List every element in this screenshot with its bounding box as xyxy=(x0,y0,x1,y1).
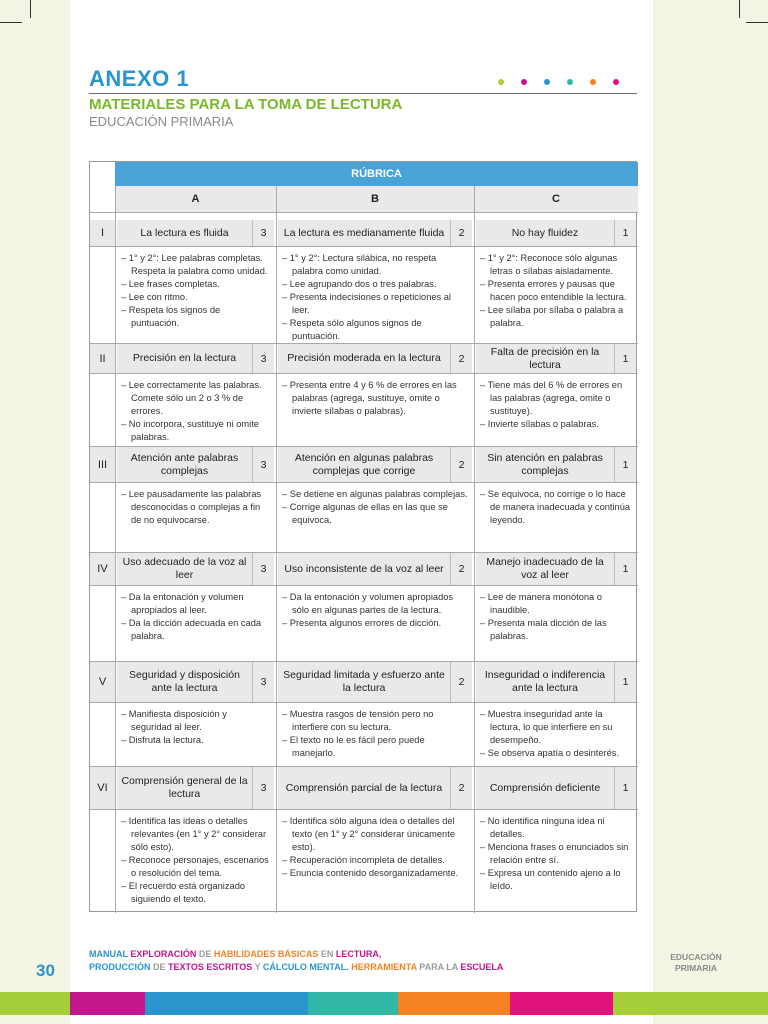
criterion-score: 2 xyxy=(450,767,472,809)
column-header-c: C xyxy=(474,186,638,212)
descriptor-list xyxy=(276,585,474,662)
criterion-score: 3 xyxy=(252,553,274,585)
decorative-dot xyxy=(498,79,504,85)
left-margin-band xyxy=(0,0,70,1024)
footer-text-segment: MANUAL xyxy=(89,949,131,959)
descriptor-item: – Se equivoca, no corrige o lo hace de manera inadecuada y continúa leyendo. xyxy=(480,489,631,525)
row-separator xyxy=(90,246,638,247)
descriptor-list xyxy=(115,585,276,662)
footer-text-segment: DE xyxy=(153,962,169,972)
descriptor-item: – Menciona frases o enunciados sin relación entre sí. xyxy=(480,842,629,865)
descriptor-list xyxy=(474,585,638,662)
criterion-cell xyxy=(278,662,472,702)
criterion-label: Seguridad y disposición ante la lectura xyxy=(129,669,240,694)
criterion-score: 3 xyxy=(252,344,274,373)
criterion-score: 1 xyxy=(614,553,636,585)
footer-text-segment: PRODUCCIÓN xyxy=(89,962,154,972)
criterion-cell xyxy=(278,767,472,809)
descriptor-list xyxy=(276,246,474,344)
right-margin-band xyxy=(653,0,768,1024)
footer-series-title xyxy=(89,948,503,974)
stripe-segment xyxy=(510,992,613,1015)
row-separator xyxy=(90,343,638,344)
footer-text-segment: HERRAMIENTA xyxy=(351,962,420,972)
descriptor-list xyxy=(474,702,638,767)
criterion-cell xyxy=(117,344,274,373)
criterion-score: 1 xyxy=(614,447,636,482)
row-number: III xyxy=(90,447,115,482)
descriptor-item: – Da la entonación y volumen apropiados sólo en algunas partes de la lectura. xyxy=(282,592,454,615)
stripe-segment xyxy=(613,992,768,1015)
row-separator xyxy=(90,702,638,703)
crop-mark xyxy=(0,22,22,23)
criterion-label: Precisión en la lectura xyxy=(132,352,237,365)
row-separator xyxy=(90,482,638,483)
decorative-dot xyxy=(590,79,596,85)
descriptor-item: – Presenta indecisiones o repeticiones al leer. xyxy=(282,292,451,315)
criterion-label: Comprensión general de la lectura xyxy=(121,775,248,800)
descriptor-list xyxy=(276,373,474,447)
crop-mark xyxy=(746,22,768,23)
row-separator xyxy=(90,766,638,767)
column-header-a: A xyxy=(115,186,276,212)
footer-text-segment: EXPLORACIÓN xyxy=(130,949,199,959)
descriptor-list xyxy=(474,246,638,344)
criterion-score: 1 xyxy=(614,662,636,702)
row-separator xyxy=(90,446,638,447)
criterion-label: Precisión moderada en la lectura xyxy=(287,352,441,365)
criterion-score: 1 xyxy=(614,344,636,373)
descriptor-list xyxy=(115,482,276,553)
criterion-cell xyxy=(476,344,636,373)
descriptor-item: – 1° y 2°: Lectura silábica, no respeta palabra como unidad. xyxy=(282,253,437,276)
descriptor-item: – Muestra inseguridad ante la lectura, lo que interfiere en su desempeño. xyxy=(480,709,613,745)
decorative-dot xyxy=(544,79,550,85)
crop-mark xyxy=(30,0,31,18)
page-subtitle: MATERIALES PARA LA TOMA DE LECTURA xyxy=(89,96,403,113)
footer-text-segment: LECTURA, xyxy=(335,949,382,959)
criterion-cell xyxy=(476,662,636,702)
title-rule xyxy=(89,93,637,94)
footer-line-2 xyxy=(89,961,503,974)
descriptor-item: – Identifica las ideas o detalles relevantes (en 1° y 2° considerar sólo esto). xyxy=(121,816,267,852)
footer-text-segment: ESCUELA xyxy=(460,962,504,972)
criterion-label: Atención ante palabras complejas xyxy=(130,451,239,477)
descriptor-item: – No identifica ninguna idea ni detalles. xyxy=(480,816,605,839)
descriptor-item: – Presenta mala dicción de las palabras. xyxy=(480,618,607,641)
footer-text-segment: EN xyxy=(320,949,336,959)
descriptor-list xyxy=(115,809,276,913)
row-separator xyxy=(90,809,638,810)
column-separator xyxy=(115,186,116,913)
descriptor-list xyxy=(474,482,638,553)
descriptor-item: – 1° y 2°: Reconoce sólo algunas letras o sílabas aisladamente. xyxy=(480,253,618,276)
criterion-label: Comprensión deficiente xyxy=(489,781,601,794)
criterion-cell xyxy=(278,553,472,585)
criterion-score: 2 xyxy=(450,447,472,482)
descriptor-list xyxy=(276,482,474,553)
descriptor-item: – Da la dicción adecuada en cada palabra. xyxy=(121,618,262,641)
criterion-cell xyxy=(117,767,274,809)
descriptor-item: – 1° y 2°: Lee palabras completas. Respeta la palabra como unidad. xyxy=(121,253,268,276)
criterion-score: 3 xyxy=(252,662,274,702)
criterion-score: 3 xyxy=(252,447,274,482)
descriptor-list xyxy=(115,702,276,767)
descriptor-item: – Reconoce personajes, escenarios o resolución del tema. xyxy=(121,855,269,878)
descriptor-item: – Lee pausadamente las palabras desconocidas o complejas a fin de no equivocarse. xyxy=(121,489,262,525)
criterion-cell xyxy=(476,447,636,482)
criterion-label: La lectura es medianamente fluida xyxy=(283,226,445,239)
descriptor-item: – Presenta errores y pausas que hacen poco entendible la lectura. xyxy=(480,279,627,302)
stripe-segment xyxy=(398,992,510,1015)
footer-text-segment: HABILIDADES BÁSICAS xyxy=(213,949,321,959)
descriptor-item: – Da la entonación y volumen apropiados al leer. xyxy=(121,592,244,615)
row-separator xyxy=(90,661,638,662)
header-separator xyxy=(90,212,638,213)
descriptor-item: – Lee de manera monótona o inaudible. xyxy=(480,592,602,615)
descriptor-list xyxy=(276,702,474,767)
criterion-cell xyxy=(117,553,274,585)
criterion-cell xyxy=(476,767,636,809)
column-separator xyxy=(276,186,277,913)
decorative-dots xyxy=(498,79,619,85)
criterion-cell xyxy=(476,553,636,585)
row-number: II xyxy=(90,344,115,373)
stripe-segment xyxy=(145,992,308,1015)
row-separator xyxy=(90,585,638,586)
descriptor-item: – Lee con ritmo. xyxy=(121,292,188,302)
criterion-cell xyxy=(278,447,472,482)
descriptor-item: – Enuncia contenido desorganizadamente. xyxy=(282,868,459,878)
decorative-dot xyxy=(521,79,527,85)
criterion-score: 1 xyxy=(614,767,636,809)
descriptor-list xyxy=(474,809,638,913)
descriptor-list xyxy=(115,373,276,447)
stripe-segment xyxy=(70,992,145,1015)
criterion-label: Uso inconsistente de la voz al leer xyxy=(284,562,444,575)
criterion-label: Sin atención en palabras complejas xyxy=(487,451,603,477)
descriptor-item: – Identifica sólo alguna idea o detalles del texto (en 1° y 2° considerar únicamente esto). xyxy=(282,816,455,852)
descriptor-list xyxy=(276,809,474,913)
descriptor-item: – El texto no le es fácil pero puede manejarlo. xyxy=(282,735,425,758)
footer-level xyxy=(660,952,732,974)
descriptor-item: – Expresa un contenido ajeno a lo leído. xyxy=(480,868,621,891)
descriptor-item: – Disfruta la lectura. xyxy=(121,735,204,745)
page-number: 30 xyxy=(36,961,55,980)
criterion-label: Atención en algunas palabras complejas que corrige xyxy=(294,451,434,477)
footer-text-segment: TEXTOS ESCRITOS xyxy=(168,962,255,972)
criterion-score: 2 xyxy=(450,220,472,246)
crop-mark xyxy=(739,0,740,18)
row-separator xyxy=(90,552,638,553)
descriptor-list xyxy=(115,246,276,344)
footer-text-segment: PARA LA xyxy=(419,962,461,972)
descriptor-item: – Presenta entre 4 y 6 % de errores en las palabras (agrega, sustituye, omite o invierte sílabas o palabras). xyxy=(282,380,457,416)
footer-text-segment: Y xyxy=(254,962,263,972)
descriptor-item: – Lee agrupando dos o tres palabras. xyxy=(282,279,437,289)
descriptor-item: – Lee correctamente las palabras. Comete sólo un 2 o 3 % de errores. xyxy=(121,380,262,416)
stripe-segment xyxy=(0,992,70,1015)
criterion-cell xyxy=(476,220,636,246)
criterion-cell xyxy=(117,447,274,482)
footer-text-segment: CÁLCULO MENTAL. xyxy=(262,962,352,972)
criterion-score: 2 xyxy=(450,344,472,373)
criterion-label: Manejo inadecuado de la voz al leer xyxy=(486,556,604,581)
column-header-b: B xyxy=(276,186,474,212)
descriptor-item: – Lee frases completas. xyxy=(121,279,220,289)
criterion-score: 3 xyxy=(252,767,274,809)
criterion-score: 1 xyxy=(614,220,636,246)
page-title: ANEXO 1 xyxy=(89,66,190,91)
criterion-score: 2 xyxy=(450,662,472,702)
descriptor-item: – Lee sílaba por sílaba o palabra a palabra. xyxy=(480,305,624,328)
rubric-title: RÚBRICA xyxy=(115,162,638,186)
footer-level-line-1: EDUCACIÓN xyxy=(670,952,722,962)
criterion-label: No hay fluidez xyxy=(511,226,579,239)
criterion-score: 3 xyxy=(252,220,274,246)
criterion-cell xyxy=(278,344,472,373)
criterion-cell xyxy=(117,662,274,702)
criterion-cell xyxy=(278,220,472,246)
descriptor-item: – El recuerdo está organizado siguiendo el texto. xyxy=(121,881,246,904)
descriptor-item: – Respeta los signos de puntuación. xyxy=(121,305,221,328)
footer-level-line-2: PRIMARIA xyxy=(674,963,718,973)
descriptor-list xyxy=(474,373,638,447)
descriptor-item: – Respeta sólo algunos signos de puntuación. xyxy=(282,318,422,341)
row-number: I xyxy=(90,220,115,246)
decorative-dot xyxy=(567,79,573,85)
descriptor-item: – Invierte sílabas o palabras. xyxy=(480,419,599,429)
descriptor-item: – Tiene más del 6 % de errores en las palabras (agrega, omite o sustituye). xyxy=(480,380,623,416)
criterion-label: Comprensión parcial de la lectura xyxy=(285,781,443,794)
row-separator xyxy=(90,373,638,374)
stripe-segment xyxy=(308,992,398,1015)
descriptor-item: – Se detiene en algunas palabras complejas. xyxy=(282,489,468,499)
criterion-score: 2 xyxy=(450,553,472,585)
descriptor-item: – Corrige algunas de ellas en las que se equivoca. xyxy=(282,502,448,525)
row-number: VI xyxy=(90,767,115,809)
criterion-label: Uso adecuado de la voz al leer xyxy=(122,556,247,581)
rubric-table xyxy=(89,161,637,912)
footer-line-1 xyxy=(89,948,503,961)
criterion-cell xyxy=(117,220,274,246)
criterion-label: Falta de precisión en la lectura xyxy=(490,345,600,371)
criterion-label: Inseguridad o indiferencia ante la lectura xyxy=(484,669,606,694)
criterion-label: Seguridad limitada y esfuerzo ante la lectura xyxy=(283,669,445,694)
descriptor-item: – No incorpora, sustituye ni omite palabras. xyxy=(121,419,259,442)
column-separator xyxy=(474,186,475,913)
descriptor-item: – Presenta algunos errores de dicción. xyxy=(282,618,442,628)
footer-text-segment: DE xyxy=(198,949,214,959)
descriptor-item: – Se observa apatía o desinterés. xyxy=(480,748,620,758)
descriptor-item: – Recuperación incompleta de detalles. xyxy=(282,855,445,865)
criterion-label: La lectura es fluida xyxy=(140,226,229,239)
decorative-dot xyxy=(613,79,619,85)
descriptor-item: – Muestra rasgos de tensión pero no interfiere con su lectura. xyxy=(282,709,434,732)
descriptor-item: – Manifiesta disposición y seguridad al leer. xyxy=(121,709,227,732)
row-number: V xyxy=(90,662,115,702)
education-level: EDUCACIÓN PRIMARIA xyxy=(89,114,234,129)
row-number: IV xyxy=(90,553,115,585)
